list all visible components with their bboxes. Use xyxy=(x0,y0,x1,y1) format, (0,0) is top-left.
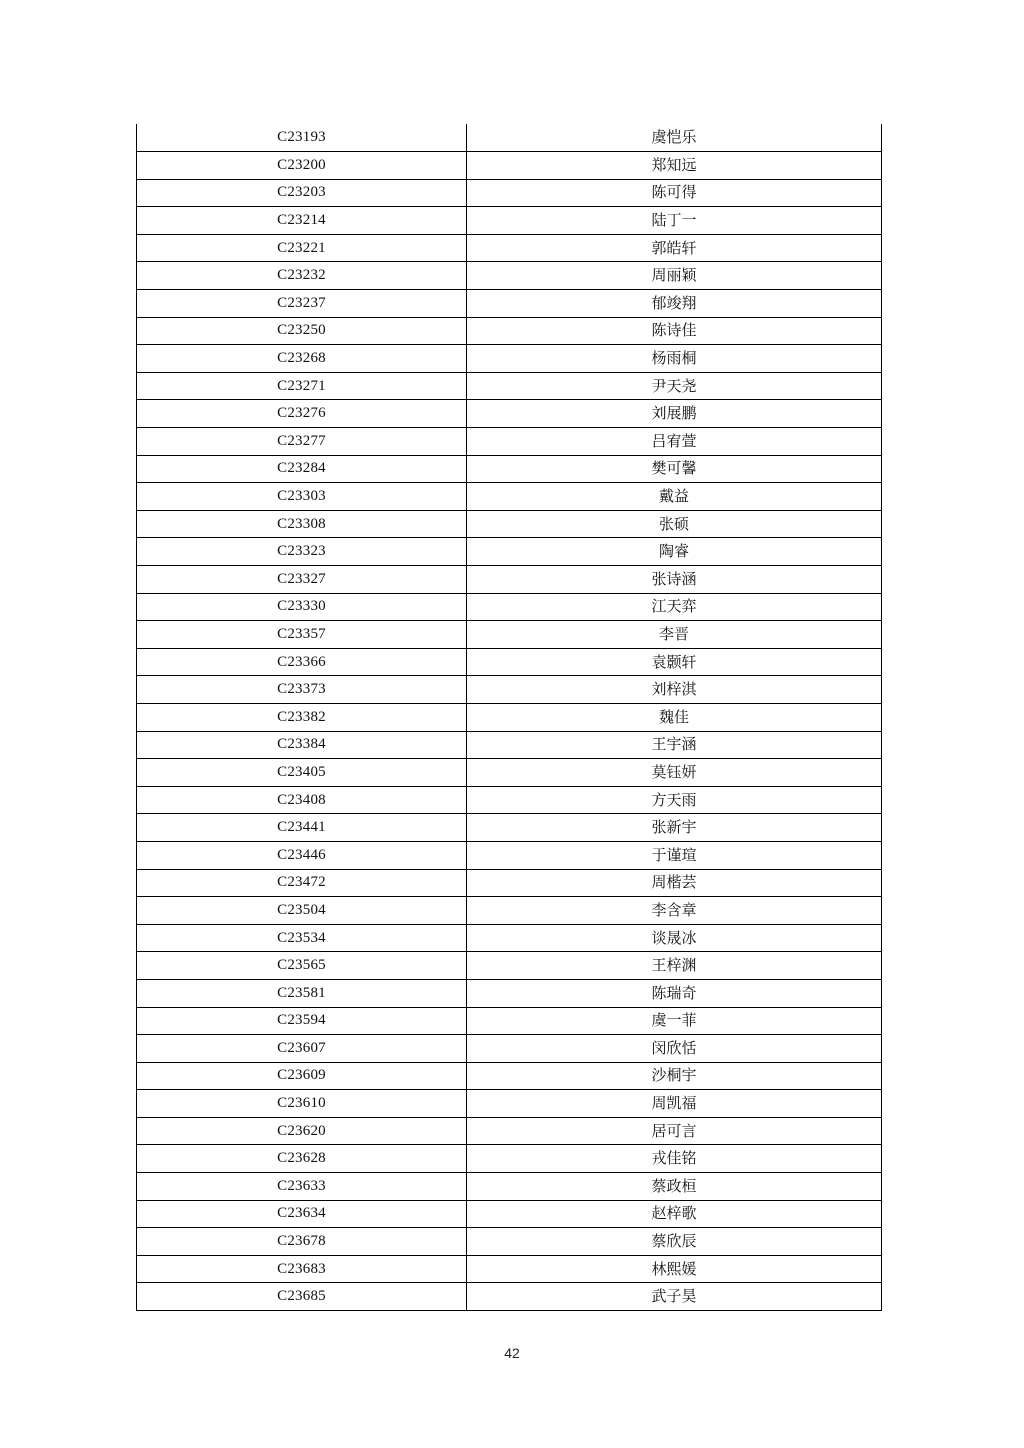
student-name-cell: 张新宇 xyxy=(467,814,882,842)
table-row xyxy=(137,841,882,869)
table-row xyxy=(137,290,882,318)
table-row xyxy=(137,1200,882,1228)
table-row xyxy=(137,317,882,345)
student-name-cell: 樊可馨 xyxy=(467,455,882,483)
student-name-cell: 江天弈 xyxy=(467,593,882,621)
table-row xyxy=(137,538,882,566)
table-row xyxy=(137,621,882,649)
table-row xyxy=(137,510,882,538)
student-name-cell: 陶睿 xyxy=(467,538,882,566)
table-row xyxy=(137,979,882,1007)
table-row xyxy=(137,455,882,483)
student-id-cell: C23366 xyxy=(137,648,467,676)
table-row xyxy=(137,648,882,676)
student-id-cell: C23610 xyxy=(137,1090,467,1118)
student-id-cell: C23683 xyxy=(137,1255,467,1283)
student-name-cell: 戴益 xyxy=(467,483,882,511)
table-row xyxy=(137,1255,882,1283)
student-name-cell: 刘梓淇 xyxy=(467,676,882,704)
student-id-cell: C23193 xyxy=(137,124,467,152)
roster-table xyxy=(136,124,882,1311)
roster-table-body xyxy=(137,124,882,1311)
table-row xyxy=(137,179,882,207)
student-id-cell: C23221 xyxy=(137,234,467,262)
student-name-cell: 陈可得 xyxy=(467,179,882,207)
table-row xyxy=(137,400,882,428)
student-id-cell: C23214 xyxy=(137,207,467,235)
student-id-cell: C23308 xyxy=(137,510,467,538)
student-name-cell: 周凯福 xyxy=(467,1090,882,1118)
student-name-cell: 方天雨 xyxy=(467,786,882,814)
page-number: 42 xyxy=(504,1345,520,1361)
student-id-cell: C23203 xyxy=(137,179,467,207)
student-id-cell: C23609 xyxy=(137,1062,467,1090)
student-name-cell: 杨雨桐 xyxy=(467,345,882,373)
student-name-cell: 张硕 xyxy=(467,510,882,538)
student-name-cell: 陈诗佳 xyxy=(467,317,882,345)
table-row xyxy=(137,593,882,621)
student-name-cell: 王梓渊 xyxy=(467,952,882,980)
table-row xyxy=(137,703,882,731)
table-row xyxy=(137,428,882,456)
student-name-cell: 蔡政桓 xyxy=(467,1173,882,1201)
table-row xyxy=(137,152,882,180)
table-row xyxy=(137,207,882,235)
student-name-cell: 于谨瑄 xyxy=(467,841,882,869)
table-row xyxy=(137,566,882,594)
table-row xyxy=(137,924,882,952)
student-name-cell: 李含章 xyxy=(467,897,882,925)
student-name-cell: 谈晟冰 xyxy=(467,924,882,952)
student-name-cell: 戎佳铭 xyxy=(467,1145,882,1173)
table-row xyxy=(137,1228,882,1256)
table-row xyxy=(137,786,882,814)
student-id-cell: C23405 xyxy=(137,759,467,787)
student-id-cell: C23327 xyxy=(137,566,467,594)
student-id-cell: C23581 xyxy=(137,979,467,1007)
student-id-cell: C23303 xyxy=(137,483,467,511)
table-row xyxy=(137,814,882,842)
table-row xyxy=(137,897,882,925)
table-row xyxy=(137,1035,882,1063)
student-name-cell: 郭皓轩 xyxy=(467,234,882,262)
student-name-cell: 陈瑞奇 xyxy=(467,979,882,1007)
table-row xyxy=(137,234,882,262)
student-name-cell: 袁颢轩 xyxy=(467,648,882,676)
table-row xyxy=(137,1090,882,1118)
student-name-cell: 虞一菲 xyxy=(467,1007,882,1035)
student-name-cell: 郑知远 xyxy=(467,152,882,180)
table-row xyxy=(137,759,882,787)
student-id-cell: C23382 xyxy=(137,703,467,731)
student-name-cell: 郁竣翔 xyxy=(467,290,882,318)
student-id-cell: C23237 xyxy=(137,290,467,318)
table-row xyxy=(137,1283,882,1311)
student-id-cell: C23620 xyxy=(137,1117,467,1145)
student-id-cell: C23323 xyxy=(137,538,467,566)
student-name-cell: 赵梓歌 xyxy=(467,1200,882,1228)
student-id-cell: C23384 xyxy=(137,731,467,759)
student-id-cell: C23472 xyxy=(137,869,467,897)
table-row xyxy=(137,952,882,980)
student-id-cell: C23628 xyxy=(137,1145,467,1173)
student-id-cell: C23678 xyxy=(137,1228,467,1256)
table-row xyxy=(137,262,882,290)
student-name-cell: 林熙媛 xyxy=(467,1255,882,1283)
student-id-cell: C23284 xyxy=(137,455,467,483)
student-id-cell: C23232 xyxy=(137,262,467,290)
student-id-cell: C23633 xyxy=(137,1173,467,1201)
student-name-cell: 尹天尧 xyxy=(467,372,882,400)
table-row xyxy=(137,1117,882,1145)
student-name-cell: 吕宥萱 xyxy=(467,428,882,456)
table-row xyxy=(137,124,882,152)
student-name-cell: 闵欣恬 xyxy=(467,1035,882,1063)
student-name-cell: 刘展鹏 xyxy=(467,400,882,428)
student-id-cell: C23685 xyxy=(137,1283,467,1311)
student-name-cell: 李晋 xyxy=(467,621,882,649)
student-name-cell: 沙桐宇 xyxy=(467,1062,882,1090)
student-name-cell: 陆丁一 xyxy=(467,207,882,235)
student-id-cell: C23277 xyxy=(137,428,467,456)
table-row xyxy=(137,1145,882,1173)
student-id-cell: C23268 xyxy=(137,345,467,373)
student-id-cell: C23408 xyxy=(137,786,467,814)
table-row xyxy=(137,676,882,704)
student-id-cell: C23441 xyxy=(137,814,467,842)
student-name-cell: 虞恺乐 xyxy=(467,124,882,152)
table-row xyxy=(137,1007,882,1035)
student-name-cell: 魏佳 xyxy=(467,703,882,731)
table-row xyxy=(137,372,882,400)
student-id-cell: C23607 xyxy=(137,1035,467,1063)
student-id-cell: C23357 xyxy=(137,621,467,649)
student-name-cell: 周丽颖 xyxy=(467,262,882,290)
student-id-cell: C23634 xyxy=(137,1200,467,1228)
student-id-cell: C23200 xyxy=(137,152,467,180)
table-row xyxy=(137,345,882,373)
student-name-cell: 武子昊 xyxy=(467,1283,882,1311)
table-row xyxy=(137,1173,882,1201)
student-id-cell: C23271 xyxy=(137,372,467,400)
student-name-cell: 居可言 xyxy=(467,1117,882,1145)
student-id-cell: C23504 xyxy=(137,897,467,925)
student-name-cell: 莫钰妍 xyxy=(467,759,882,787)
student-id-cell: C23276 xyxy=(137,400,467,428)
student-id-cell: C23446 xyxy=(137,841,467,869)
student-id-cell: C23565 xyxy=(137,952,467,980)
table-row xyxy=(137,1062,882,1090)
table-row xyxy=(137,483,882,511)
student-name-cell: 蔡欣辰 xyxy=(467,1228,882,1256)
student-name-cell: 王宇涵 xyxy=(467,731,882,759)
student-id-cell: C23250 xyxy=(137,317,467,345)
student-id-cell: C23594 xyxy=(137,1007,467,1035)
roster-table-container xyxy=(136,124,881,1311)
table-row xyxy=(137,731,882,759)
student-name-cell: 张诗涵 xyxy=(467,566,882,594)
student-id-cell: C23330 xyxy=(137,593,467,621)
student-name-cell: 周楷芸 xyxy=(467,869,882,897)
student-id-cell: C23534 xyxy=(137,924,467,952)
table-row xyxy=(137,869,882,897)
student-id-cell: C23373 xyxy=(137,676,467,704)
